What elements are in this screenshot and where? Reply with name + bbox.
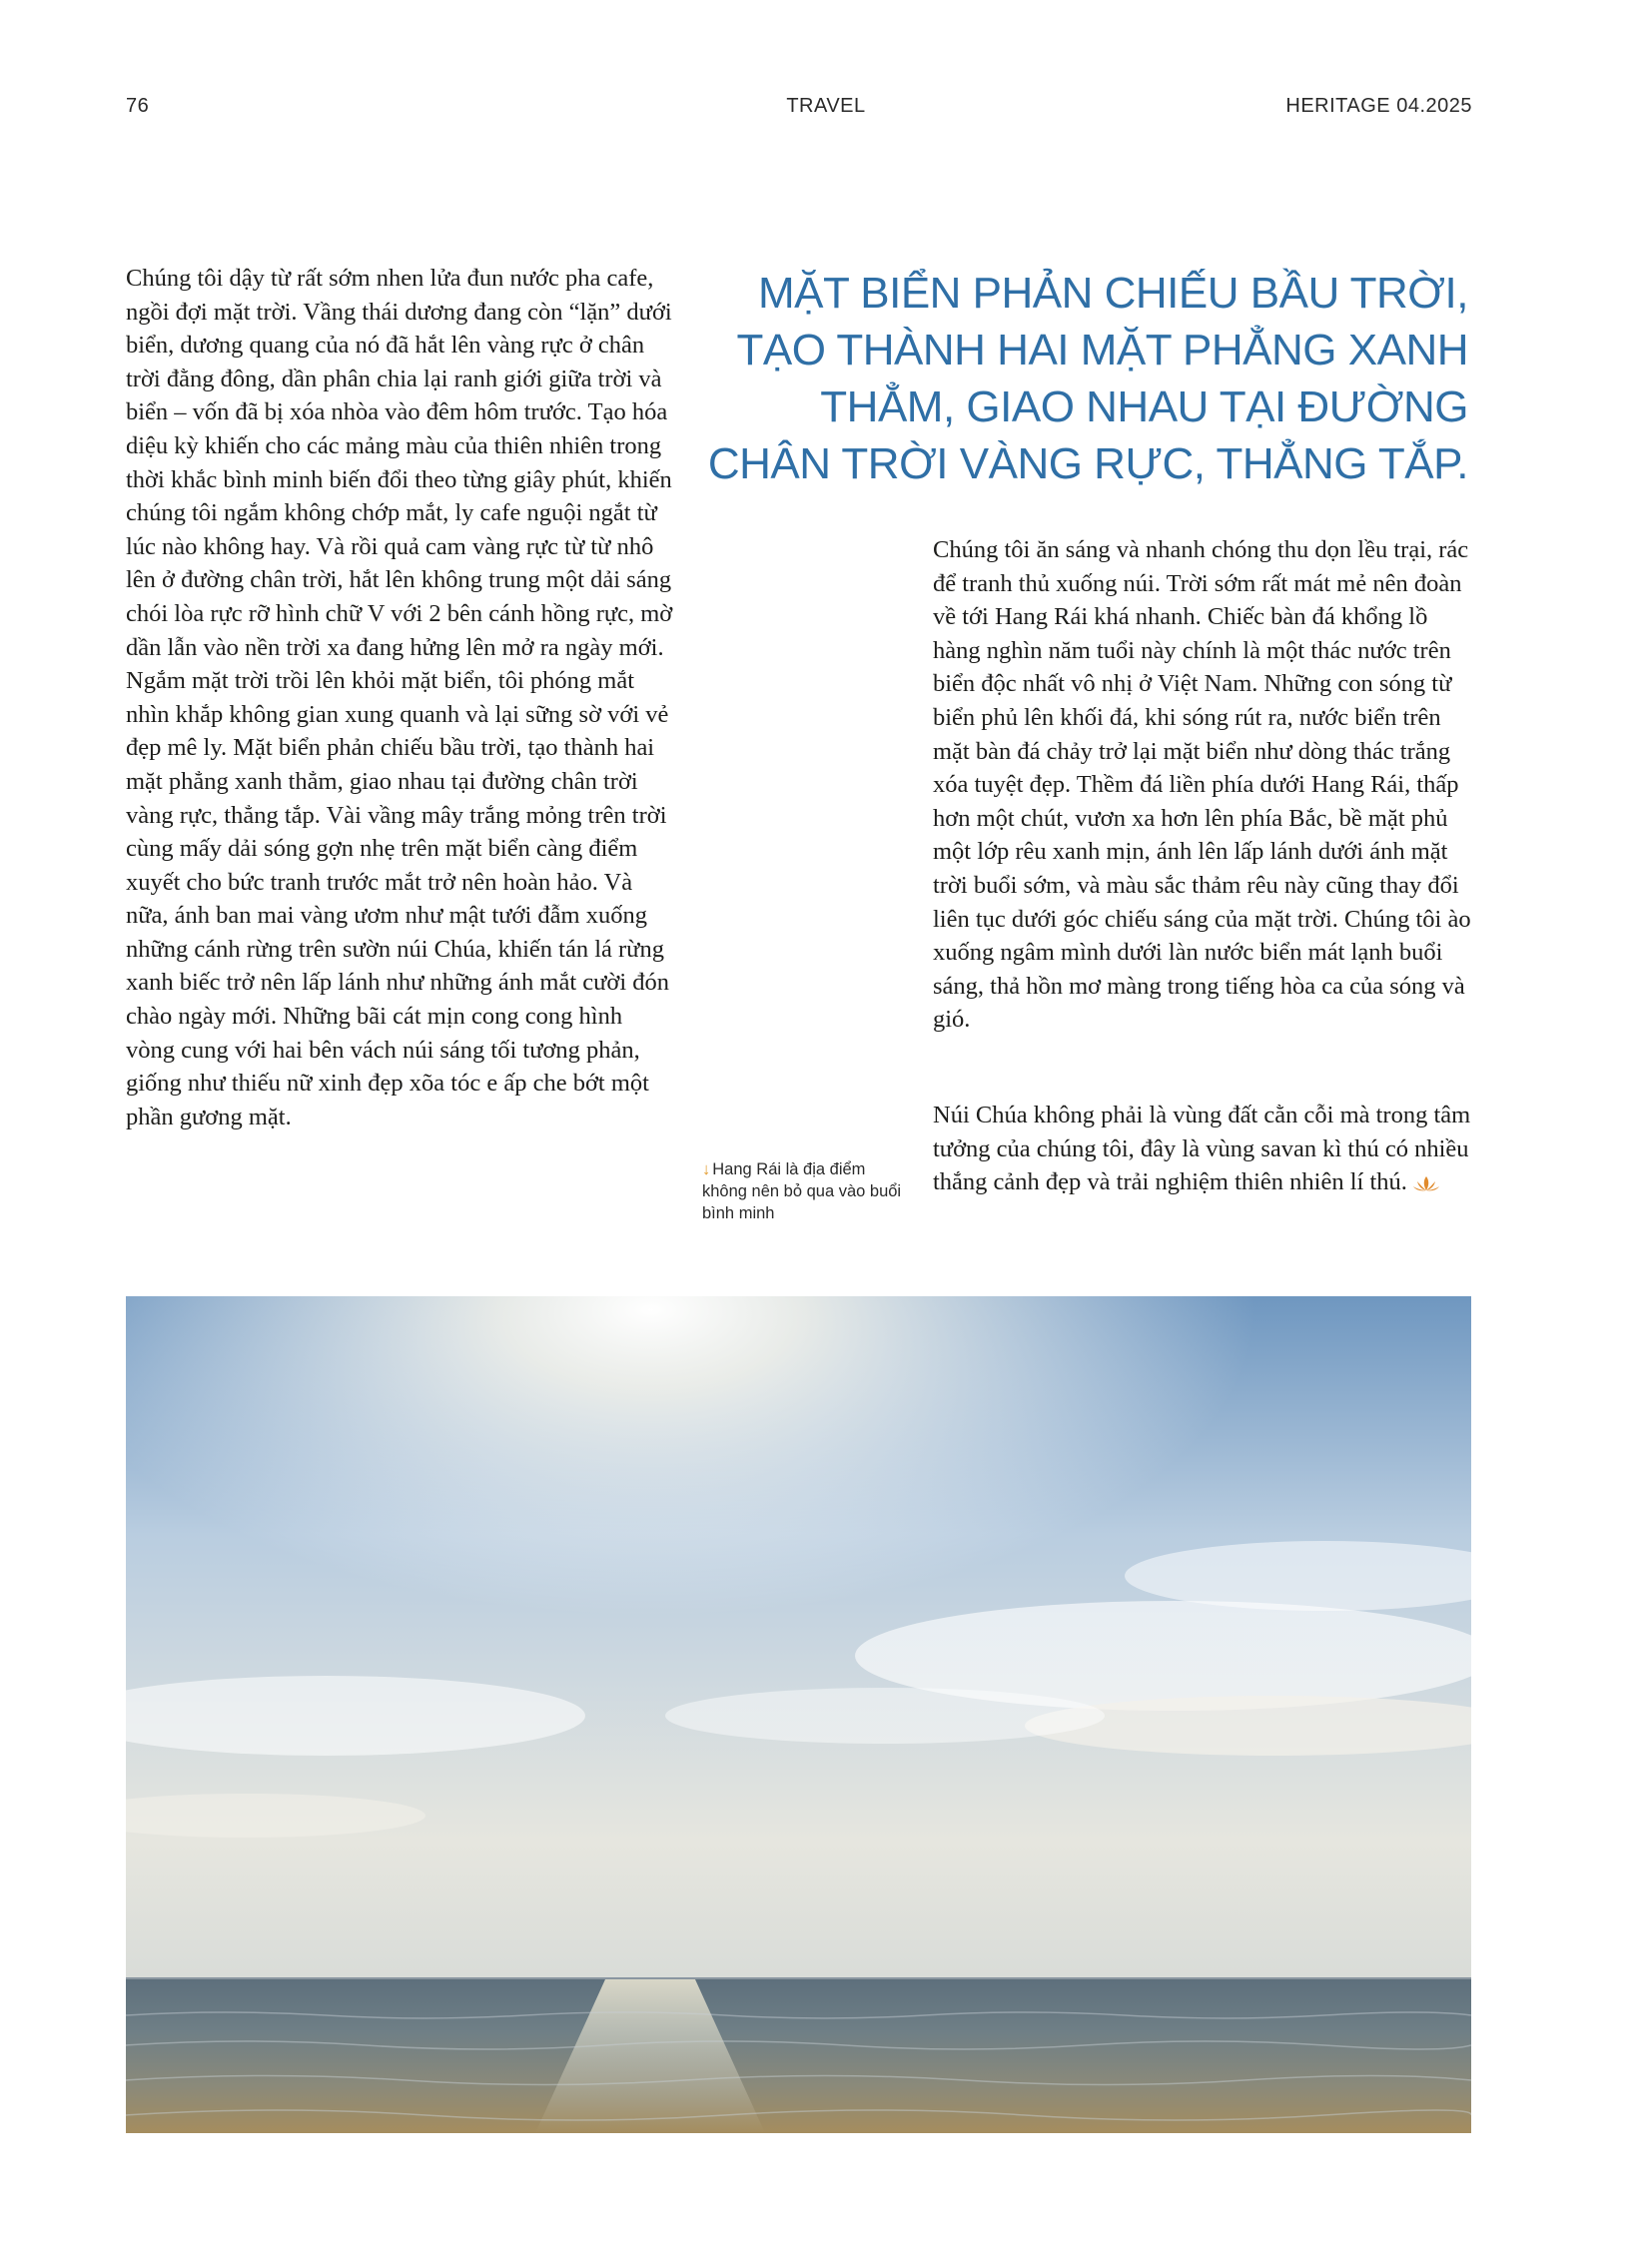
photo-caption (702, 1158, 912, 1224)
photo-caption-text: Hang Rái là địa điểm không nên bỏ qua vào buổi bình minh (702, 1160, 902, 1222)
article-right-paragraph-2 (933, 1099, 1480, 1200)
article-right-paragraph-2-text: Núi Chúa không phải là vùng đất cằn cỗi mà trong tâm tưởng của chúng tôi, đây là vùng savan kì thú có nhiều thắng cảnh đẹp và trải nghiệm thiên nhiên lí thú. (933, 1102, 1471, 1196)
article-left-column: Chúng tôi dậy từ rất sớm nhen lửa đun nước pha cafe, ngồi đợi mặt trời. Vầng thái dương đang còn “lặn” dưới biển, dương quang của nó đã hắt lên vàng rực ở chân trời đằng đông, dần phân chia lại ranh giới giữa trời và biển – vốn đã bị xóa nhòa vào đêm hôm trước. Tạo hóa diệu kỳ khiến cho các mảng màu của thiên nhiên trong thời khắc bình minh biến đổi theo từng giây phút, khiến chúng tôi ngắm không chớp mắt, ly cafe nguội ngắt từ lúc nào không hay. Và rồi quả cam vàng rực từ từ nhô lên ở đường chân trời, hắt lên không trung một dải sáng chói lòa rực rỡ hình chữ V với 2 bên cánh hồng rực, mờ dần lẫn vào nền trời xa đang hửng lên mở ra ngày mới. Ngắm mặt trời trồi lên khỏi mặt biển, tôi phóng mắt nhìn khắp không gian xung quanh và lại sững sờ với vẻ đẹp mê ly. Mặt biển phản chiếu bầu trời, tạo thành hai mặt phẳng xanh thẳm, giao nhau tại đường chân trời vàng rực, thẳng tắp. Vài vầng mây trắng mỏng trên trời cùng mấy dải sóng gợn nhẹ trên mặt biển càng điểm xuyết cho bức tranh trước mắt trở nên hoàn hảo. Và nữa, ánh ban mai vàng ươm như mật tưới đẫm xuống những cánh rừng trên sườn núi Chúa, khiến tán lá rừng xanh biếc trở nên lấp lánh như những ánh mắt cười đón chào ngày mới. Những bãi cát mịn cong cong hình vòng cung với hai bên vách núi sáng tối tương phản, giống như thiếu nữ xinh đẹp xõa tóc e ấp che bớt một phần gương mặt. (126, 265, 673, 1130)
lotus-icon (1413, 1167, 1439, 1201)
page-number: 76 (126, 95, 150, 117)
arrow-down-icon: ↓ (702, 1160, 711, 1178)
article-right-paragraph-1: Chúng tôi ăn sáng và nhanh chóng thu dọn lều trại, rác để tranh thủ xuống núi. Trời sớm rất mát mẻ nên đoàn về tới Hang Rái khá nhanh. Chiếc bàn đá khổng lồ hàng nghìn năm tuổi này chính là một thác nước trên biển độc nhất vô nhị ở Việt Nam. Những con sóng từ biển phủ lên khối đá, khi sóng rút ra, nước biển trên mặt bàn đá chảy trở lại mặt biển như dòng thác trắng xóa tuyệt đẹp. Thềm đá liền phía dưới Hang Rái, thấp hơn một chút, vươn xa hơn lên phía Bắc, bề mặt phủ một lớp rêu xanh mịn, ánh lên lấp lánh dưới ánh mặt trời buổi sớm, và màu sắc thảm rêu này cũng thay đổi liên tục dưới góc chiếu sáng của mặt trời. Chúng tôi ào xuống ngâm mình dưới làn nước biển mát lạnh buổi sáng, thả hồn mơ màng trong tiếng hòa ca của sóng và gió. (933, 536, 1471, 1034)
issue-label: HERITAGE 04.2025 (1285, 95, 1472, 117)
pull-quote: MẶT BIỂN PHẢN CHIẾU BẦU TRỜI, TẠO THÀNH HAI MẶT PHẲNG XANH THẲM, GIAO NHAU TẠI ĐƯỜNG CHÂN TRỜI VÀNG RỰC, THẲNG TẮP. (707, 269, 1468, 488)
section-label: TRAVEL (786, 95, 866, 117)
sunrise-sea-photo (126, 1296, 1471, 2133)
